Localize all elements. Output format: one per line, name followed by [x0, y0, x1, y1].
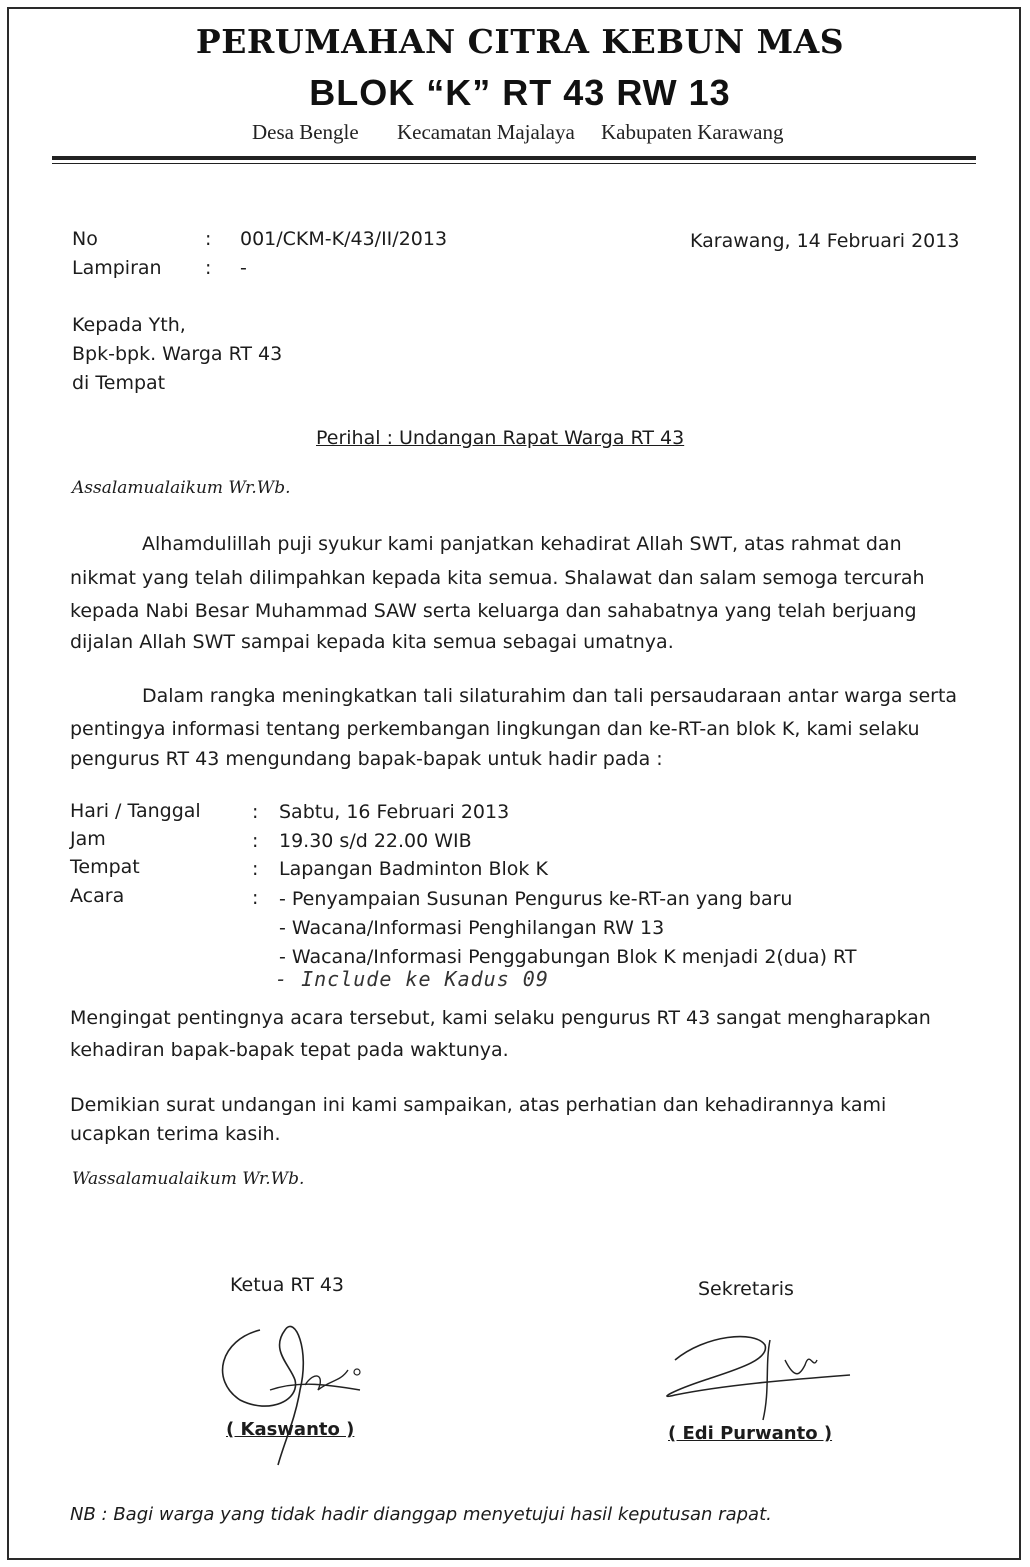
lampiran-value: -: [240, 257, 247, 279]
agenda-item-2: - Wacana/Informasi Penghilangan RW 13: [279, 917, 665, 939]
paragraph-2-line-3: pengurus RT 43 mengundang bapak-bapak untuk hadir pada :: [70, 748, 663, 770]
event-day-separator: :: [252, 801, 259, 823]
event-time-separator: :: [252, 830, 259, 852]
signature-left-scribble: [200, 1310, 380, 1470]
event-place-separator: :: [252, 858, 259, 880]
signature-right-scribble: [645, 1320, 855, 1440]
recipient-line-3: di Tempat: [72, 372, 166, 394]
event-time-label: Jam: [70, 828, 106, 850]
signature-right-title: Sekretaris: [698, 1278, 794, 1300]
paragraph-2-line-2: pentingya informasi tentang perkembangan lingkungan dan ke-RT-an blok K, kami selaku: [70, 718, 920, 740]
paragraph-2-line-1: Dalam rangka meningkatkan tali silaturahim dan tali persaudaraan antar warga serta: [142, 685, 958, 707]
closing-1-line-1: Mengingat pentingnya acara tersebut, kami selaku pengurus RT 43 sangat mengharapkan: [70, 1007, 931, 1029]
event-time-value: 19.30 s/d 22.00 WIB: [279, 830, 472, 852]
closing-2-line-2: ucapkan terima kasih.: [70, 1123, 281, 1145]
event-agenda-separator: :: [252, 887, 259, 909]
agenda-item-1: - Penyampaian Susunan Pengurus ke-RT-an yang baru: [279, 888, 793, 910]
lampiran-label: Lampiran: [72, 257, 162, 279]
letterhead-subtitle: BLOK “K” RT 43 RW 13: [309, 72, 731, 113]
recipient-line-1: Kepada Yth,: [72, 314, 186, 336]
letter-subject: Perihal : Undangan Rapat Warga RT 43: [316, 427, 685, 449]
signature-right-name: ( Edi Purwanto ): [668, 1423, 833, 1444]
letterhead-desa: Desa Bengle: [252, 120, 359, 144]
handwritten-agenda-note: - Include ke Kadus 09: [275, 967, 549, 991]
greeting: Assalamualaikum Wr.Wb.: [72, 478, 291, 498]
footnote: NB : Bagi warga yang tidak hadir dianggap menyetujui hasil keputusan rapat.: [70, 1504, 772, 1525]
letterhead-rule-thin: [52, 163, 976, 164]
signature-left-name: ( Kaswanto ): [226, 1419, 355, 1440]
letterhead-rule-thick: [52, 156, 976, 160]
letter-date: Karawang, 14 Februari 2013: [690, 230, 960, 252]
event-day-label: Hari / Tanggal: [70, 800, 201, 822]
paragraph-1-line-2: nikmat yang telah dilimpahkan kepada kita semua. Shalawat dan salam semoga tercurah: [70, 567, 925, 589]
no-value: 001/CKM-K/43/II/2013: [240, 228, 448, 250]
letterhead-title: PERUMAHAN CITRA KEBUN MAS: [195, 22, 845, 61]
event-place-label: Tempat: [70, 856, 140, 878]
closing-1-line-2: kehadiran bapak-bapak tepat pada waktunya.: [70, 1039, 509, 1061]
no-label: No: [72, 228, 98, 250]
closing-2-line-1: Demikian surat undangan ini kami sampaikan, atas perhatian dan kehadirannya kami: [70, 1094, 887, 1116]
letterhead-kabupaten: Kabupaten Karawang: [601, 120, 784, 144]
paragraph-1-line-3: kepada Nabi Besar Muhammad SAW serta keluarga dan sahabatnya yang telah berjuang: [70, 600, 917, 622]
paragraph-1-line-4: dijalan Allah SWT sampai kepada kita semua sebagai umatnya.: [70, 631, 674, 653]
event-day-value: Sabtu, 16 Februari 2013: [279, 801, 510, 823]
event-place-value: Lapangan Badminton Blok K: [279, 858, 548, 880]
letterhead-kecamatan: Kecamatan Majalaya: [397, 120, 575, 144]
no-separator: :: [205, 228, 212, 250]
agenda-item-3: - Wacana/Informasi Penggabungan Blok K menjadi 2(dua) RT: [279, 946, 857, 968]
recipient-line-2: Bpk-bpk. Warga RT 43: [72, 343, 283, 365]
farewell: Wassalamualaikum Wr.Wb.: [72, 1169, 305, 1189]
paragraph-1-line-1: Alhamdulillah puji syukur kami panjatkan kehadirat Allah SWT, atas rahmat dan: [142, 533, 902, 555]
event-agenda-label: Acara: [70, 885, 125, 907]
signature-left-title: Ketua RT 43: [230, 1274, 345, 1296]
lampiran-separator: :: [205, 257, 212, 279]
